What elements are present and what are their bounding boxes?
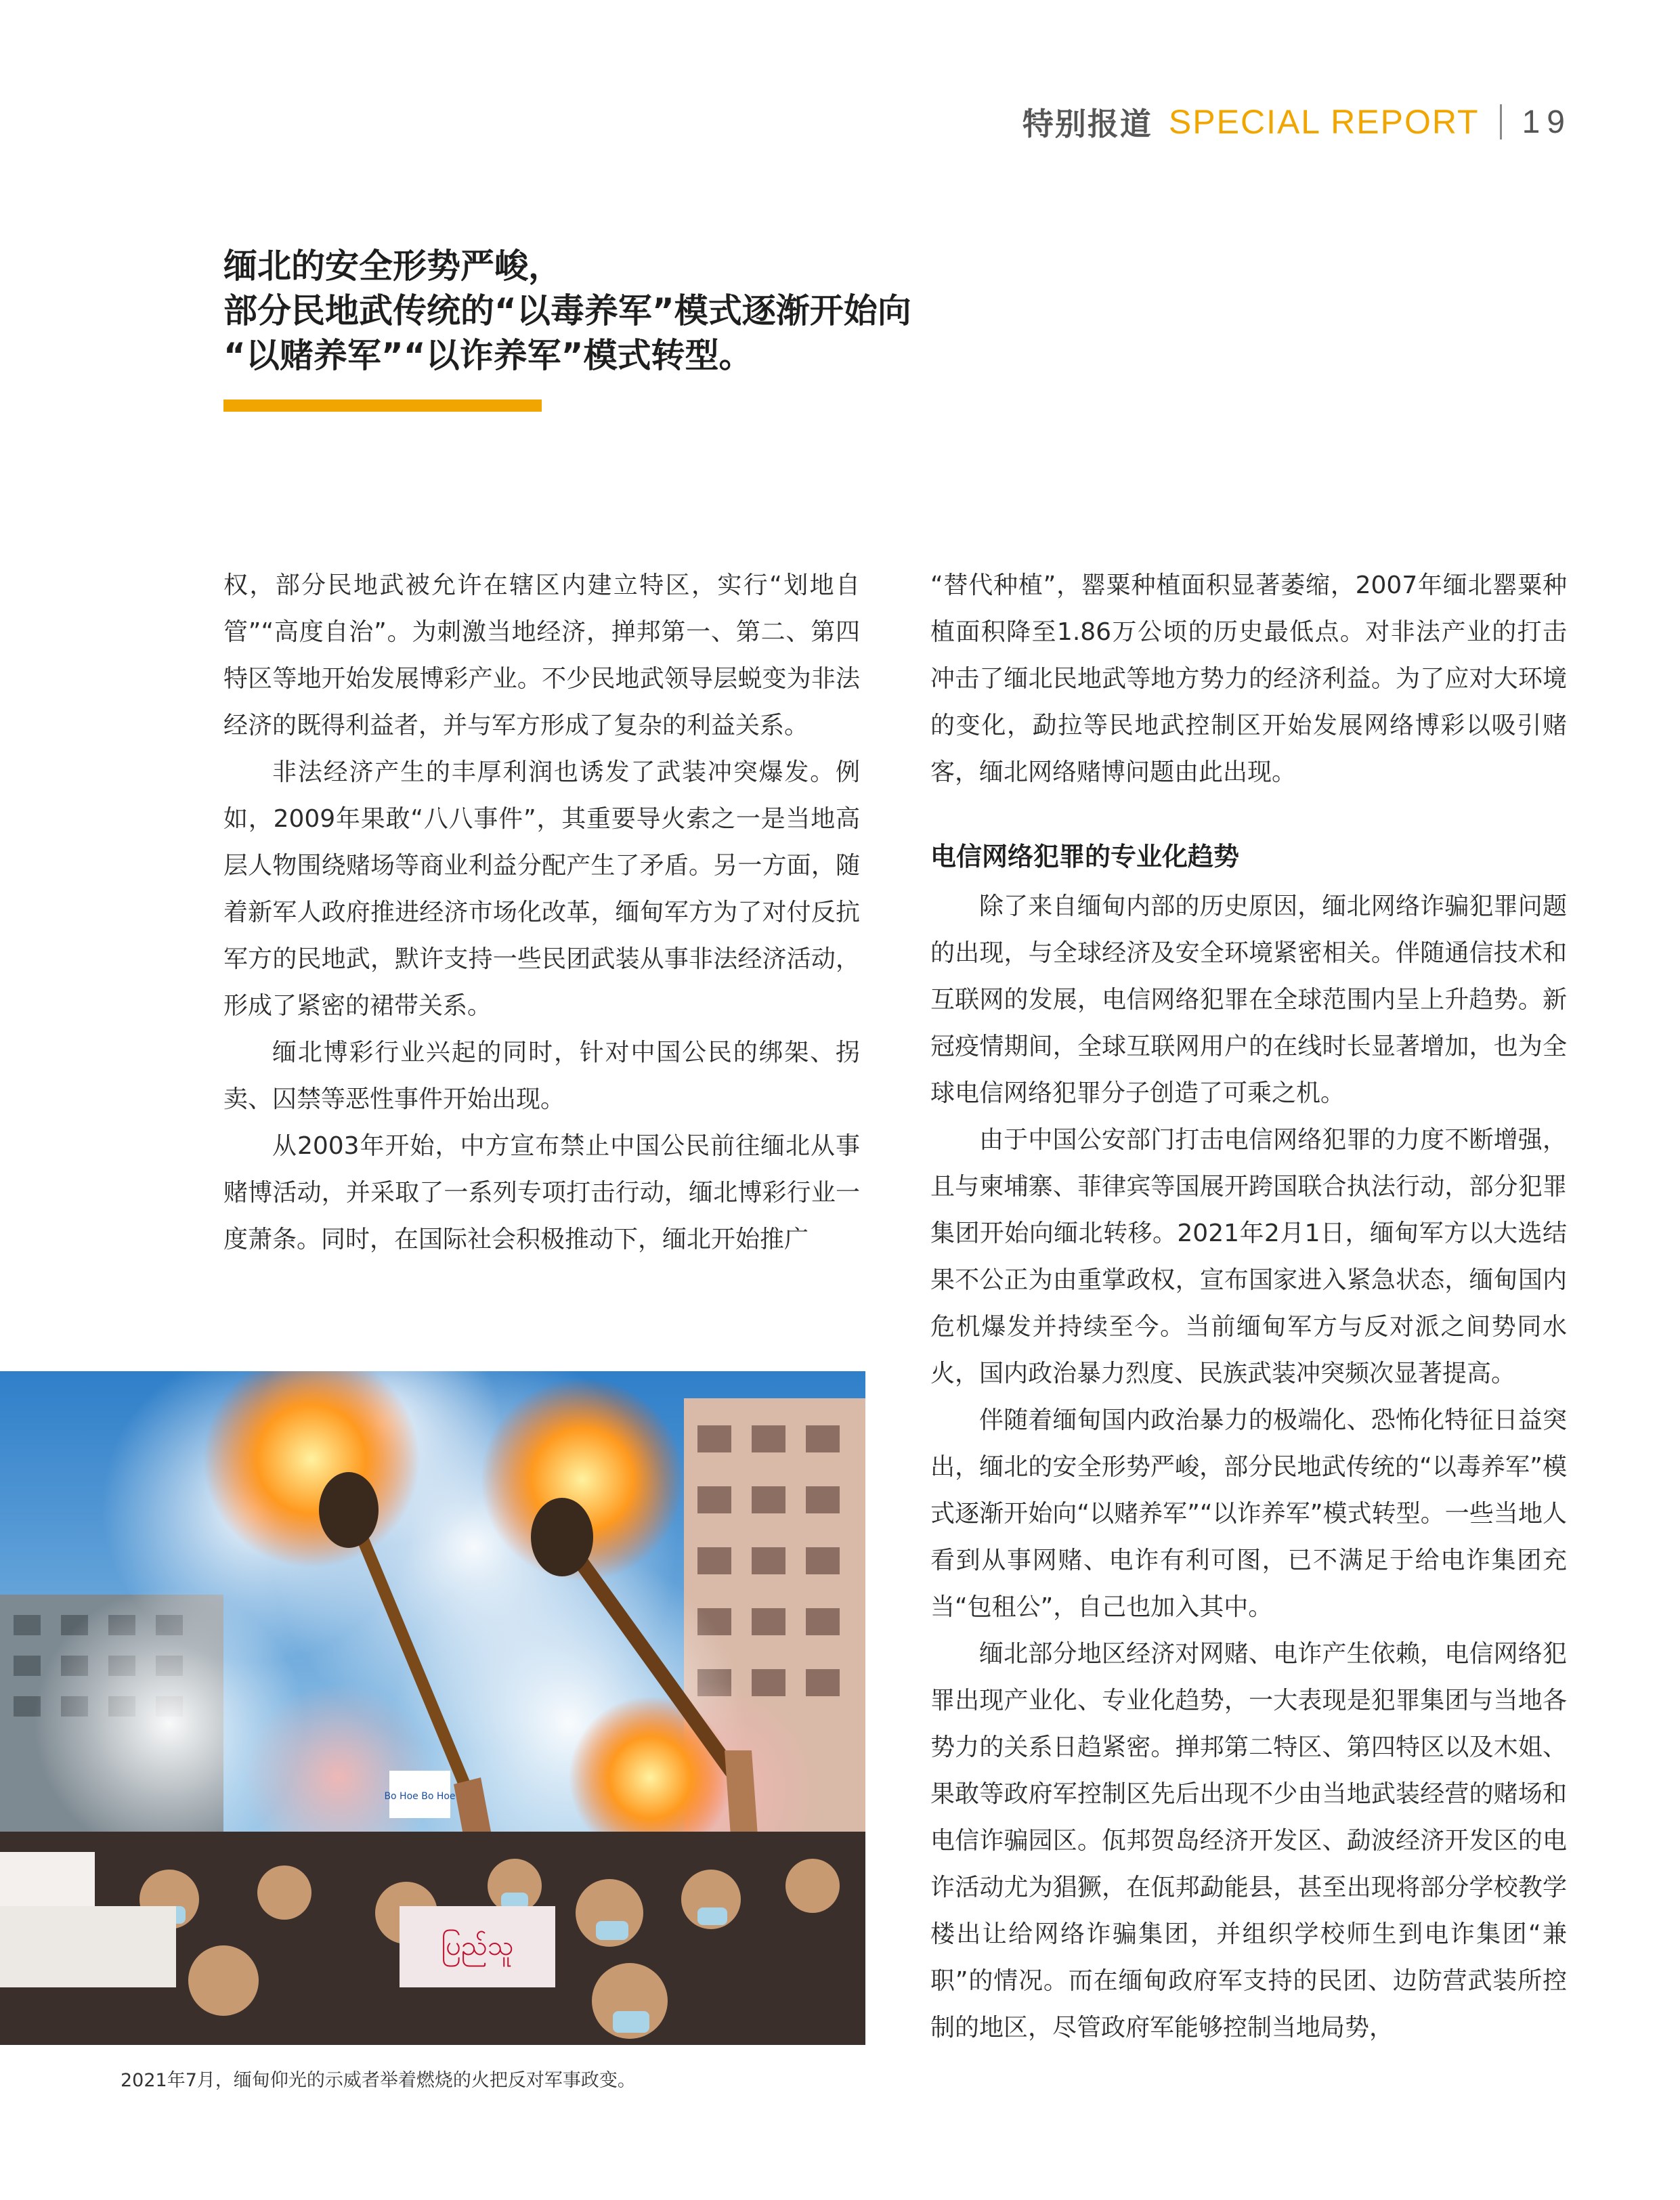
page-number: 19: [1522, 104, 1572, 140]
section-title-cn: 特别报道: [1022, 106, 1153, 142]
running-header: [1022, 102, 1572, 142]
pull-quote-line: “以赌养军”“以诈养军”模式转型。: [223, 336, 753, 375]
photo-caption: 2021年7月，缅甸仰光的示威者举着燃烧的火把反对军事政变。: [121, 2070, 636, 2091]
right-column: [930, 562, 1567, 2051]
protest-photo-illustration: [0, 1371, 865, 2045]
pull-quote: [223, 244, 968, 378]
paragraph: 由于中国公安部门打击电信网络犯罪的力度不断增强，且与柬埔寨、菲律宾等国展开跨国联合执法行动，部分犯罪集团开始向缅北转移。2021年2月1日，缅甸军方以大选结果不公正为由重掌政权，宣布国家进入紧急状态，缅甸国内危机爆发并持续至今。当前缅甸军方与反对派之间势同水火，国内政治暴力烈度、民族武装冲突频次显著提高。: [930, 1126, 1567, 1387]
paragraph: 除了来自缅甸内部的历史原因，缅北网络诈骗犯罪问题的出现，与全球经济及安全环境紧密相关。伴随通信技术和互联网的发展，电信网络犯罪在全球范围内呈上升趋势。新冠疫情期间，全球互联网用户的在线时长显著增加，也为全球电信网络犯罪分子创造了可乘之机。: [930, 892, 1567, 1107]
paragraph: 非法经济产生的丰厚利润也诱发了武装冲突爆发。例如，2009年果敢“八八事件”，其重要导火索之一是当地高层人物围绕赌场等商业利益分配产生了矛盾。另一方面，随着新军人政府推进经济市场化改革，缅甸军方为了对付反抗军方的民地武，默许支持一些民团武装从事非法经济活动，形成了紧密的裙带关系。: [223, 758, 860, 1020]
protest-sign-text: Bo Hoe Bo Hoe: [384, 1791, 456, 1802]
pull-quote-line: 部分民地武传统的“以毒养军”模式逐渐开始向: [223, 291, 911, 330]
paragraph: 从2003年开始，中方宣布禁止中国公民前往缅北从事赌博活动，并采取了一系列专项打击行动，缅北博彩行业一度萧条。同时，在国际社会积极推动下，缅北开始推广: [223, 1132, 860, 1253]
pull-quote-accent-bar: [223, 400, 542, 412]
section-title-en: SPECIAL REPORT: [1168, 103, 1480, 141]
paragraph: 缅北部分地区经济对网赌、电诈产生依赖，电信网络犯罪出现产业化、专业化趋势，一大表现是犯罪集团与当地各势力的关系日趋紧密。掸邦第二特区、第四特区以及木姐、果敢等政府军控制区先后出现不少由当地武装经营的赌场和电信诈骗园区。佤邦贺岛经济开发区、勐波经济开发区的电诈活动尤为猖獗，在佤邦勐能县，甚至出现将部分学校教学楼出让给网络诈骗集团，并组织学校师生到电诈集团“兼职”的情况。而在缅甸政府军支持的民团、边防营武装所控制的地区，尽管政府军能够控制当地局势，: [930, 1640, 1567, 2042]
section-subheading: 电信网络犯罪的专业化趋势: [930, 842, 1240, 871]
pull-quote-line: 缅北的安全形势严峻，: [223, 246, 562, 286]
paragraph: 伴随着缅甸国内政治暴力的极端化、恐怖化特征日益突出，缅北的安全形势严峻，部分民地武传统的“以毒养军”模式逐渐开始向“以赌养军”“以诈养军”模式转型。一些当地人看到从事网赌、电诈有利可图，已不满足于给电诈集团充当“包租公”，自己也加入其中。: [930, 1406, 1567, 1621]
protest-banner-text: ပြည်သူ: [441, 1931, 514, 1962]
left-column: [223, 562, 860, 1263]
paragraph: “替代种植”，罂粟种植面积显著萎缩，2007年缅北罂粟种植面积降至1.86万公顷的历史最低点。对非法产业的打击冲击了缅北民地武等地方势力的经济利益。为了应对大环境的变化，勐拉等民地武控制区开始发展网络博彩以吸引赌客，缅北网络赌博问题由此出现。: [930, 571, 1567, 786]
header-divider: [1500, 104, 1502, 139]
paragraph: 缅北博彩行业兴起的同时，针对中国公民的绑架、拐卖、囚禁等恶性事件开始出现。: [223, 1039, 860, 1113]
protest-photo: [0, 1371, 865, 2045]
paragraph: 权，部分民地武被允许在辖区内建立特区，实行“划地自管”“高度自治”。为刺激当地经济，掸邦第一、第二、第四特区等地开始发展博彩产业。不少民地武领导层蜕变为非法经济的既得利益者，并与军方形成了复杂的利益关系。: [223, 571, 860, 739]
